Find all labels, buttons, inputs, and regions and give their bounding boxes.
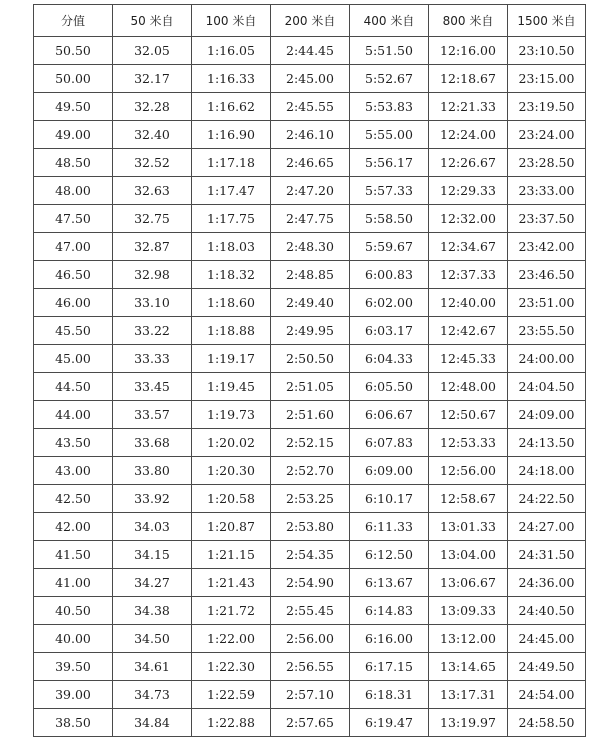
table-row [34,317,586,345]
cell-400m: 6:05.50 [350,373,429,401]
cell-score: 50.50 [34,37,113,65]
cell-score: 42.00 [34,513,113,541]
cell-1500m: 23:51.00 [508,289,586,317]
cell-score: 44.50 [34,373,113,401]
cell-200m: 2:55.45 [271,597,350,625]
header-400m-freestyle: 400 米自 [350,5,429,37]
cell-800m: 12:18.67 [429,65,508,93]
cell-score: 41.00 [34,569,113,597]
cell-400m: 6:18.31 [350,681,429,709]
cell-50m: 32.87 [113,233,192,261]
table-row [34,121,586,149]
cell-200m: 2:48.85 [271,261,350,289]
cell-100m: 1:18.60 [192,289,271,317]
cell-score: 39.00 [34,681,113,709]
cell-1500m: 24:27.00 [508,513,586,541]
cell-score: 43.00 [34,457,113,485]
cell-800m: 13:04.00 [429,541,508,569]
cell-400m: 6:06.67 [350,401,429,429]
cell-200m: 2:47.75 [271,205,350,233]
cell-1500m: 24:58.50 [508,709,586,737]
table-row [34,261,586,289]
cell-400m: 6:17.15 [350,653,429,681]
cell-200m: 2:51.60 [271,401,350,429]
cell-800m: 12:37.33 [429,261,508,289]
cell-100m: 1:16.90 [192,121,271,149]
cell-100m: 1:16.05 [192,37,271,65]
cell-400m: 5:53.83 [350,93,429,121]
cell-score: 46.50 [34,261,113,289]
cell-400m: 6:16.00 [350,625,429,653]
table-body [34,37,586,737]
swimming-score-table [33,4,586,737]
cell-50m: 33.33 [113,345,192,373]
table-row [34,373,586,401]
table-row [34,569,586,597]
cell-1500m: 24:22.50 [508,485,586,513]
cell-800m: 12:45.33 [429,345,508,373]
cell-1500m: 23:55.50 [508,317,586,345]
cell-50m: 34.38 [113,597,192,625]
table-row [34,457,586,485]
cell-1500m: 24:54.00 [508,681,586,709]
cell-200m: 2:46.10 [271,121,350,149]
cell-400m: 5:57.33 [350,177,429,205]
cell-score: 45.50 [34,317,113,345]
cell-50m: 32.28 [113,93,192,121]
cell-50m: 34.15 [113,541,192,569]
table-row [34,625,586,653]
cell-1500m: 23:24.00 [508,121,586,149]
cell-100m: 1:18.88 [192,317,271,345]
cell-score: 49.50 [34,93,113,121]
cell-100m: 1:21.15 [192,541,271,569]
table-row [34,401,586,429]
cell-200m: 2:49.40 [271,289,350,317]
cell-50m: 33.10 [113,289,192,317]
cell-400m: 5:55.00 [350,121,429,149]
cell-400m: 6:14.83 [350,597,429,625]
cell-800m: 12:58.67 [429,485,508,513]
cell-400m: 6:11.33 [350,513,429,541]
cell-100m: 1:20.02 [192,429,271,457]
cell-score: 45.00 [34,345,113,373]
cell-1500m: 24:40.50 [508,597,586,625]
cell-50m: 32.40 [113,121,192,149]
table-row [34,513,586,541]
header-800m-freestyle: 800 米自 [429,5,508,37]
cell-800m: 12:32.00 [429,205,508,233]
cell-score: 44.00 [34,401,113,429]
table-row [34,93,586,121]
cell-score: 40.00 [34,625,113,653]
cell-score: 39.50 [34,653,113,681]
cell-50m: 34.27 [113,569,192,597]
cell-200m: 2:47.20 [271,177,350,205]
cell-50m: 32.98 [113,261,192,289]
cell-50m: 34.03 [113,513,192,541]
cell-800m: 12:34.67 [429,233,508,261]
cell-1500m: 24:49.50 [508,653,586,681]
cell-score: 40.50 [34,597,113,625]
table-row [34,597,586,625]
cell-50m: 34.50 [113,625,192,653]
cell-1500m: 24:00.00 [508,345,586,373]
cell-400m: 6:07.83 [350,429,429,457]
cell-1500m: 24:18.00 [508,457,586,485]
cell-200m: 2:45.55 [271,93,350,121]
cell-1500m: 23:42.00 [508,233,586,261]
cell-score: 41.50 [34,541,113,569]
cell-50m: 33.45 [113,373,192,401]
cell-1500m: 24:04.50 [508,373,586,401]
cell-1500m: 23:33.00 [508,177,586,205]
cell-400m: 6:19.47 [350,709,429,737]
cell-400m: 6:09.00 [350,457,429,485]
table-row [34,205,586,233]
cell-800m: 12:26.67 [429,149,508,177]
cell-200m: 2:46.65 [271,149,350,177]
cell-1500m: 23:10.50 [508,37,586,65]
cell-800m: 12:24.00 [429,121,508,149]
cell-1500m: 23:46.50 [508,261,586,289]
cell-100m: 1:18.32 [192,261,271,289]
cell-50m: 32.05 [113,37,192,65]
cell-50m: 32.75 [113,205,192,233]
table-row [34,65,586,93]
cell-100m: 1:17.75 [192,205,271,233]
table-row [34,345,586,373]
cell-400m: 6:02.00 [350,289,429,317]
cell-400m: 5:56.17 [350,149,429,177]
cell-score: 50.00 [34,65,113,93]
cell-200m: 2:52.70 [271,457,350,485]
cell-1500m: 23:37.50 [508,205,586,233]
cell-400m: 5:58.50 [350,205,429,233]
cell-400m: 6:10.17 [350,485,429,513]
cell-1500m: 24:13.50 [508,429,586,457]
cell-200m: 2:53.80 [271,513,350,541]
cell-50m: 33.68 [113,429,192,457]
table-row [34,709,586,737]
cell-400m: 5:52.67 [350,65,429,93]
cell-50m: 33.57 [113,401,192,429]
cell-800m: 13:12.00 [429,625,508,653]
cell-100m: 1:21.43 [192,569,271,597]
cell-200m: 2:45.00 [271,65,350,93]
table-row [34,485,586,513]
cell-score: 48.50 [34,149,113,177]
cell-200m: 2:53.25 [271,485,350,513]
cell-400m: 5:51.50 [350,37,429,65]
cell-score: 47.50 [34,205,113,233]
cell-score: 48.00 [34,177,113,205]
header-1500m-freestyle: 1500 米自 [508,5,586,37]
table-row [34,653,586,681]
cell-score: 42.50 [34,485,113,513]
cell-100m: 1:19.73 [192,401,271,429]
cell-800m: 12:29.33 [429,177,508,205]
header-row [34,5,586,37]
cell-50m: 34.73 [113,681,192,709]
header-200m-freestyle: 200 米自 [271,5,350,37]
cell-400m: 6:12.50 [350,541,429,569]
cell-100m: 1:16.33 [192,65,271,93]
cell-800m: 12:16.00 [429,37,508,65]
cell-200m: 2:57.65 [271,709,350,737]
cell-800m: 12:50.67 [429,401,508,429]
table-row [34,541,586,569]
cell-800m: 12:48.00 [429,373,508,401]
cell-800m: 12:56.00 [429,457,508,485]
cell-100m: 1:20.58 [192,485,271,513]
cell-200m: 2:54.35 [271,541,350,569]
cell-50m: 33.80 [113,457,192,485]
cell-800m: 12:40.00 [429,289,508,317]
cell-200m: 2:50.50 [271,345,350,373]
cell-800m: 13:19.97 [429,709,508,737]
cell-200m: 2:52.15 [271,429,350,457]
cell-800m: 12:21.33 [429,93,508,121]
cell-1500m: 23:19.50 [508,93,586,121]
cell-200m: 2:57.10 [271,681,350,709]
cell-400m: 6:03.17 [350,317,429,345]
cell-50m: 32.52 [113,149,192,177]
cell-200m: 2:56.55 [271,653,350,681]
cell-50m: 34.61 [113,653,192,681]
cell-200m: 2:56.00 [271,625,350,653]
cell-1500m: 24:31.50 [508,541,586,569]
table-row [34,177,586,205]
table-row [34,289,586,317]
cell-100m: 1:22.30 [192,653,271,681]
cell-100m: 1:20.30 [192,457,271,485]
cell-score: 49.00 [34,121,113,149]
header-100m-freestyle: 100 米自 [192,5,271,37]
cell-200m: 2:54.90 [271,569,350,597]
cell-400m: 6:00.83 [350,261,429,289]
cell-50m: 34.84 [113,709,192,737]
cell-100m: 1:22.88 [192,709,271,737]
cell-400m: 6:13.67 [350,569,429,597]
cell-50m: 33.92 [113,485,192,513]
cell-100m: 1:20.87 [192,513,271,541]
table-row [34,429,586,457]
cell-100m: 1:17.47 [192,177,271,205]
cell-200m: 2:51.05 [271,373,350,401]
cell-800m: 13:17.31 [429,681,508,709]
cell-1500m: 24:45.00 [508,625,586,653]
table-header [34,5,586,37]
cell-800m: 13:06.67 [429,569,508,597]
cell-200m: 2:49.95 [271,317,350,345]
header-50m-freestyle: 50 米自 [113,5,192,37]
cell-score: 38.50 [34,709,113,737]
table-row [34,149,586,177]
cell-100m: 1:22.00 [192,625,271,653]
table-row [34,233,586,261]
cell-200m: 2:44.45 [271,37,350,65]
cell-800m: 13:14.65 [429,653,508,681]
table-row [34,37,586,65]
cell-50m: 32.63 [113,177,192,205]
cell-100m: 1:16.62 [192,93,271,121]
cell-800m: 13:09.33 [429,597,508,625]
cell-1500m: 24:09.00 [508,401,586,429]
table-row [34,681,586,709]
header-score: 分值 [34,5,113,37]
cell-200m: 2:48.30 [271,233,350,261]
cell-800m: 12:42.67 [429,317,508,345]
cell-100m: 1:21.72 [192,597,271,625]
cell-100m: 1:18.03 [192,233,271,261]
cell-100m: 1:22.59 [192,681,271,709]
cell-100m: 1:17.18 [192,149,271,177]
cell-400m: 5:59.67 [350,233,429,261]
cell-1500m: 23:15.00 [508,65,586,93]
cell-50m: 33.22 [113,317,192,345]
cell-1500m: 24:36.00 [508,569,586,597]
cell-score: 46.00 [34,289,113,317]
cell-800m: 12:53.33 [429,429,508,457]
cell-score: 47.00 [34,233,113,261]
cell-800m: 13:01.33 [429,513,508,541]
cell-100m: 1:19.45 [192,373,271,401]
cell-400m: 6:04.33 [350,345,429,373]
cell-100m: 1:19.17 [192,345,271,373]
cell-1500m: 23:28.50 [508,149,586,177]
cell-score: 43.50 [34,429,113,457]
cell-50m: 32.17 [113,65,192,93]
